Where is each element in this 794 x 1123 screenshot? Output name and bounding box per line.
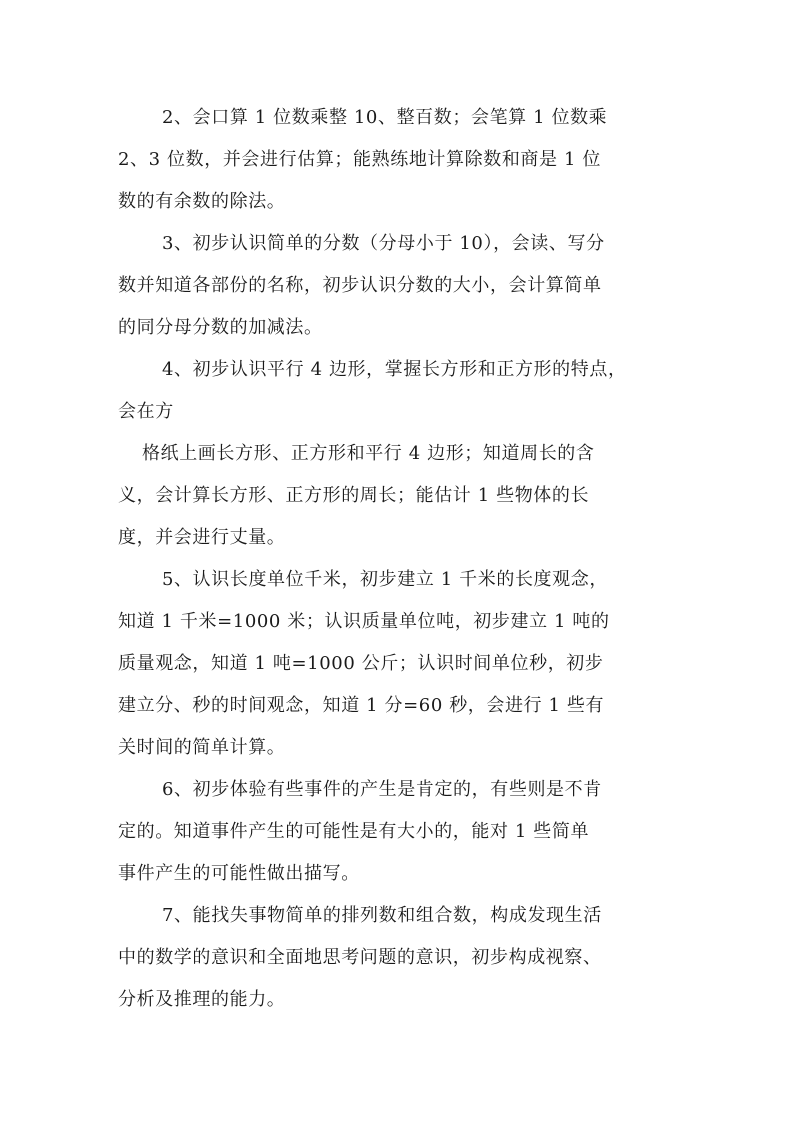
text-line: 质量观念，知道 1 吨=1000 公斤；认识时间单位秒，初步 <box>118 653 604 674</box>
text-line: 会在方 <box>118 401 174 422</box>
text-line: 中的数学的意识和全面地思考问题的意识，初步构成视察、 <box>118 947 602 968</box>
text-line: 的同分母分数的加减法。 <box>118 317 323 338</box>
text-line: 7、能找失事物简单的排列数和组合数，构成发现生活 <box>162 905 602 926</box>
text-line: 义，会计算长方形、正方形的周长；能估计 1 些物体的长 <box>118 485 590 506</box>
text-line: 定的。知道事件产生的可能性是有大小的，能对 1 些简单 <box>118 821 590 842</box>
text-line: 度，并会进行丈量。 <box>118 527 286 548</box>
text-line: 2、3 位数，并会进行估算；能熟练地计算除数和商是 1 位 <box>118 149 601 170</box>
text-line: 关时间的简单计算。 <box>118 737 286 758</box>
text-line: 2、会口算 1 位数乘整 10、整百数；会笔算 1 位数乘 <box>162 107 608 128</box>
text-line: 分析及推理的能力。 <box>118 989 286 1010</box>
text-line: 事件产生的可能性做出描写。 <box>118 863 360 884</box>
text-line: 数并知道各部份的名称，初步认识分数的大小，会计算简单 <box>118 275 602 296</box>
text-line: 格纸上画长方形、正方形和平行 4 边形；知道周长的含 <box>142 443 595 464</box>
text-line: 知道 1 千米=1000 米；认识质量单位吨，初步建立 1 吨的 <box>118 611 610 632</box>
text-line: 数的有余数的除法。 <box>118 191 286 212</box>
text-line: 6、初步体验有些事件的产生是肯定的，有些则是不肯 <box>162 779 602 800</box>
text-line: 4、初步认识平行 4 边形，掌握长方形和正方形的特点， <box>162 359 627 380</box>
text-line: 3、初步认识简单的分数（分母小于 10），会读、写分 <box>162 233 605 254</box>
text-line: 5、认识长度单位千米，初步建立 1 千米的长度观念， <box>162 569 608 590</box>
text-line: 建立分、秒的时间观念，知道 1 分=60 秒，会进行 1 些有 <box>118 695 605 716</box>
